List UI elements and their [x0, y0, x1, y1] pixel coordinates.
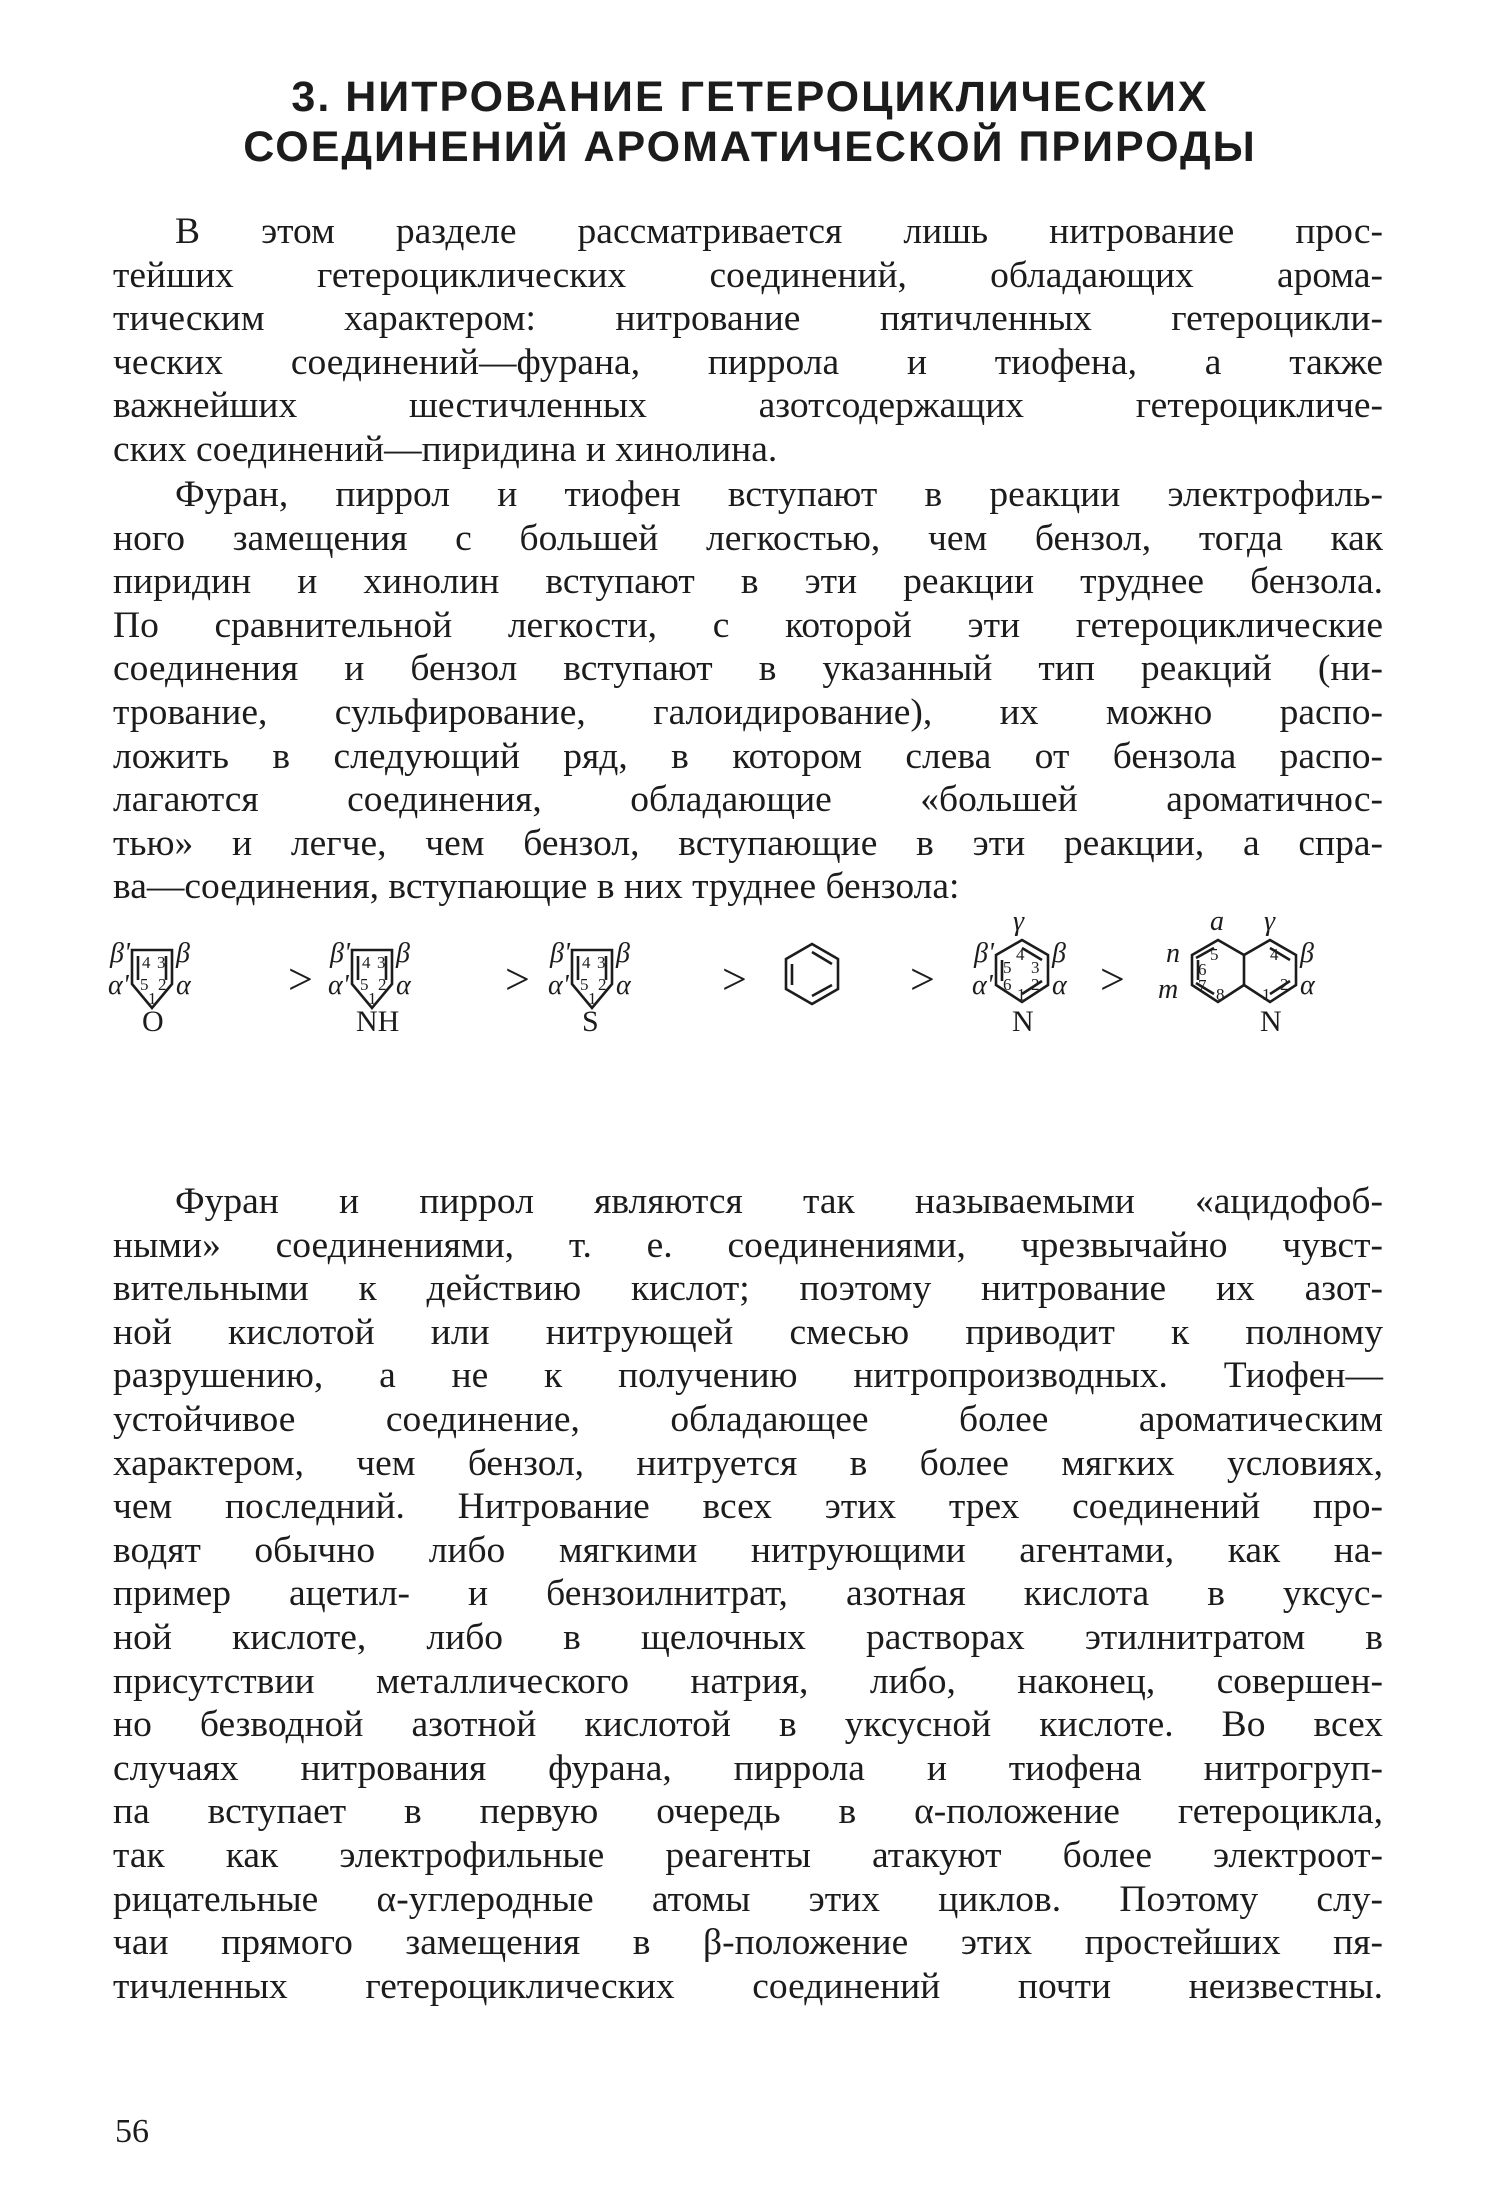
text-line: трование, сульфирование, галоидирование), их можно распо- — [113, 691, 1383, 733]
reactivity-series-diagram — [108, 906, 1390, 1110]
gamma-label: γ — [1264, 906, 1276, 937]
benzene-ring — [786, 944, 838, 1004]
greater-than-sign: > — [722, 955, 747, 1004]
text-line: так как электрофильные реагенты атакуют более электроот- — [113, 1834, 1383, 1876]
locant-3: 3 — [597, 953, 606, 972]
alpha-prime-label: α' — [108, 970, 129, 1001]
text-line: водят обычно либо мягкими нитрующими агентами, как на- — [113, 1529, 1383, 1571]
locant-2: 2 — [158, 975, 167, 994]
text-line: присутствии металлического натрия, либо, наконец, совершен- — [113, 1660, 1383, 1702]
text-line: разрушению, а не к получению нитропроизводных. Тиофен— — [113, 1355, 1383, 1397]
alpha-label: α — [1052, 970, 1067, 1001]
heteroatom-nh: NH — [356, 1005, 400, 1038]
greater-than-sign: > — [1100, 955, 1125, 1004]
locant-5: 5 — [140, 975, 149, 994]
text-line: тейших гетероциклических соединений, обладающих арома- — [113, 254, 1383, 296]
paragraph-reactivity — [113, 473, 1383, 909]
alpha-prime-label: α' — [328, 970, 349, 1001]
locant-8: 8 — [1216, 985, 1225, 1004]
text-line: соединения и бензол вступают в указанный тип реакций (ни- — [113, 648, 1383, 690]
text-line: чем последний. Нитрование всех этих трех соединений про- — [113, 1486, 1383, 1528]
beta-label: β — [396, 938, 410, 969]
locant-1: 1 — [1017, 985, 1026, 1004]
text-line: рицательные α-углеродные атомы этих циклов. Поэтому слу- — [113, 1878, 1383, 1920]
text-line: важнейших шестичленных азотсодержащих гетероцикличе- — [113, 385, 1383, 427]
text-line: ческих соединений—фурана, пиррола и тиофена, а также — [113, 341, 1383, 383]
alpha-prime-label: α' — [972, 970, 993, 1001]
beta-prime-label: β' — [974, 938, 994, 969]
text-line: тью» и легче, чем бензол, вступающие в эти реакции, а спра- — [113, 822, 1383, 864]
n-label: n — [1166, 938, 1180, 969]
heteroatom-n: N — [1012, 1005, 1034, 1038]
locant-2: 2 — [1280, 975, 1289, 994]
text-line: ными» соединениями, т. е. соединениями, чрезвычайно чувст- — [113, 1224, 1383, 1266]
text-line: По сравнительной легкости, с которой эти гетероциклические — [113, 604, 1383, 646]
locant-4: 4 — [1016, 945, 1025, 964]
paragraph-acidophobic — [113, 1180, 1383, 2008]
locant-1: 1 — [368, 989, 377, 1008]
beta-label: β — [1052, 938, 1066, 969]
greater-than-sign: > — [288, 955, 313, 1004]
text-line: па вступает в первую очередь в α-положение гетероцикла, — [113, 1791, 1383, 1833]
locant-2: 2 — [378, 975, 387, 994]
locant-4: 4 — [142, 953, 151, 972]
locant-6: 6 — [1003, 975, 1012, 994]
locant-4: 4 — [362, 953, 371, 972]
locant-1: 1 — [588, 989, 597, 1008]
m-label: m — [1158, 974, 1179, 1005]
locant-2: 2 — [598, 975, 607, 994]
locant-4: 4 — [1270, 945, 1279, 964]
text-line: вительными к действию кислот; поэтому нитрование их азот- — [113, 1268, 1383, 1310]
locant-6: 6 — [1198, 960, 1207, 979]
text-line: характером, чем бензол, нитруется в более мягких условиях, — [113, 1442, 1383, 1484]
text-line: случаях нитрования фурана, пиррола и тиофена нитрогруп- — [113, 1747, 1383, 1789]
locant-3: 3 — [1031, 958, 1040, 977]
gamma-label: γ — [1013, 906, 1025, 937]
greater-than-sign: > — [505, 955, 530, 1004]
text-line: ной кислотой или нитрующей смесью приводит к полному — [113, 1311, 1383, 1353]
alpha-label: α — [1300, 970, 1315, 1001]
text-line: тическим характером: нитрование пятичленных гетероцикли- — [113, 298, 1383, 340]
heteroatom-s: S — [582, 1005, 599, 1038]
page-number: 56 — [115, 2113, 149, 2150]
text-line: Фуран и пиррол являются так называемыми «ацидофоб- — [175, 1181, 1383, 1222]
paragraph-intro — [113, 210, 1383, 472]
locant-3: 3 — [377, 953, 386, 972]
locant-3: 3 — [157, 953, 166, 972]
text-line: ложить в следующий ряд, в котором слева от бензола распо- — [113, 735, 1383, 777]
beta-prime-label: β' — [550, 938, 570, 969]
locant-2: 2 — [1031, 975, 1040, 994]
text-line: ских соединений—пиридина и хинолина. — [113, 428, 778, 470]
alpha-label: α — [176, 970, 191, 1001]
locant-5: 5 — [1210, 945, 1219, 964]
text-line: чаи прямого замещения в β-положение этих простейших пя- — [113, 1922, 1383, 1964]
alpha-label: α — [396, 970, 411, 1001]
text-line: пиридин и хинолин вступают в эти реакции труднее бензола. — [113, 561, 1383, 603]
text-line: Фуран, пиррол и тиофен вступают в реакции электрофиль- — [175, 474, 1383, 515]
locant-5: 5 — [1003, 958, 1012, 977]
heteroatom-n: N — [1260, 1005, 1282, 1038]
locant-5: 5 — [580, 975, 589, 994]
text-line: но безводной азотной кислотой в уксусной кислоте. Во всех — [113, 1704, 1383, 1746]
text-line: пример ацетил- и бензоилнитрат, азотная кислота в уксус- — [113, 1573, 1383, 1615]
text-line: устойчивое соединение, обладающее более ароматическим — [113, 1398, 1383, 1440]
text-line: ной кислоте, либо в щелочных растворах этилнитратом в — [113, 1616, 1383, 1658]
text-line: В этом разделе рассматривается лишь нитрование прос- — [175, 211, 1383, 252]
greater-than-sign: > — [910, 955, 935, 1004]
locant-5: 5 — [360, 975, 369, 994]
text-line: лагаются соединения, обладающие «большей ароматичнос- — [113, 779, 1383, 821]
text-line: ва—соединения, вступающие в них труднее бензола: — [113, 866, 960, 908]
alpha-prime-label: α' — [548, 970, 569, 1001]
text-line: ного замещения с большей легкостью, чем бензол, тогда как — [113, 517, 1383, 559]
beta-label: β — [1300, 938, 1314, 969]
locant-4: 4 — [582, 953, 591, 972]
title-line-1: 3. НИТРОВАНИЕ ГЕТЕРОЦИКЛИЧЕСКИХ — [291, 73, 1209, 121]
heteroatom-o: O — [142, 1005, 164, 1038]
text-line: тичленных гетероциклических соединений почти неизвестны. — [113, 1965, 1383, 2007]
alpha-label: α — [616, 970, 631, 1001]
beta-label: β — [616, 938, 630, 969]
locant-1: 1 — [1262, 985, 1271, 1004]
locant-1: 1 — [148, 989, 157, 1008]
locant-7: 7 — [1198, 976, 1207, 995]
beta-prime-label: β' — [330, 938, 350, 969]
title-line-2: СОЕДИНЕНИЙ АРОМАТИЧЕСКОЙ ПРИРОДЫ — [243, 123, 1257, 171]
a-label: a — [1210, 906, 1224, 937]
beta-label: β — [176, 938, 190, 969]
beta-prime-label: β' — [110, 938, 130, 969]
